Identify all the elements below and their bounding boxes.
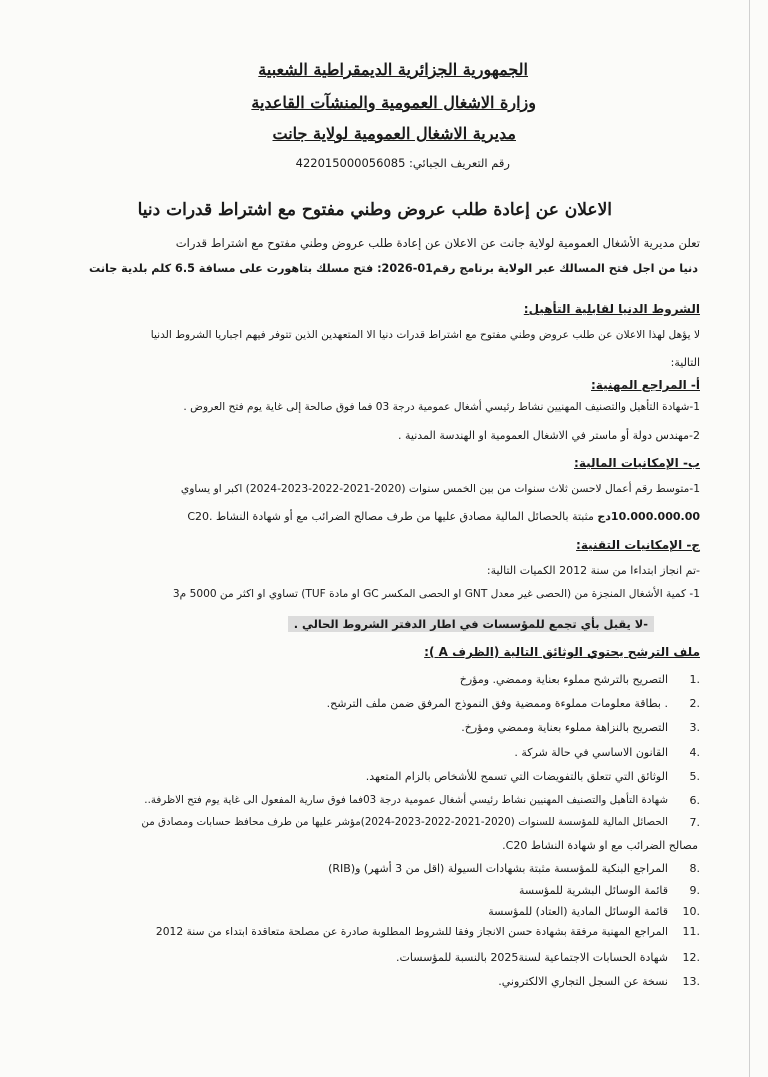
- document-item-number: 4.: [689, 746, 700, 759]
- document-item-text: التصريح بالترشح مملوء بعناية وممضي. ومؤرخ: [459, 673, 668, 686]
- document-item-text: الوثائق التي تتعلق بالتفويضات التي تسمح للأشخاص بالزام المتعهد.: [365, 770, 668, 783]
- document-item-number: 3.: [689, 721, 700, 734]
- financial-amount: 10.000.000.00دج: [597, 510, 700, 523]
- page-edge: [749, 0, 768, 1077]
- document-item: [498, 975, 668, 988]
- document-item-text: مصالح الضرائب مع او شهادة النشاط C20.: [502, 839, 698, 852]
- document-item-number: 11.: [682, 925, 700, 938]
- document-item: [460, 673, 668, 686]
- technical-line-2: 1- كمية الأشغال المنجزة من (الحصى غير معدل GNT او الحصى المكسر GC او مادة TUF) تساوي او اكثر من 5000 م3: [172, 588, 700, 600]
- document-item: [366, 770, 668, 783]
- document-item-number: 5.: [689, 770, 700, 783]
- document-item-text: قائمة الوسائل البشرية للمؤسسة: [519, 884, 668, 897]
- eligibility-text-2: التالية:: [670, 356, 700, 369]
- document-item-number: 13.: [682, 975, 700, 988]
- technical-heading: ج- الإمكانيات التقنية:: [576, 538, 700, 552]
- document-item-text: . بطاقة معلومات مملوءة وممضية وفق النموذج المرفق ضمن ملف الترشح.: [326, 697, 668, 710]
- document-item: [396, 951, 668, 964]
- document-item: [327, 697, 668, 710]
- tax-id: [296, 156, 510, 170]
- financial-heading: ب- الإمكانيات المالية:: [574, 456, 700, 470]
- document-item-text: نسخة عن السجل التجاري الالكتروني.: [498, 975, 668, 988]
- financial-line-1: 1-متوسط رقم أعمال لاحسن ثلاث سنوات من بين الخمس سنوات (2020-2021-2022-2023-2024) اكبر او يساوي: [180, 482, 700, 495]
- document-item: [461, 721, 668, 734]
- technical-note: [288, 617, 654, 631]
- financial-line-2-rest: مثبتة بالحصائل المالية مصادق عليها من طرف مصالح الضرائب مع أو شهادة النشاط .C20: [187, 510, 598, 523]
- intro-line-2: دنيا من اجل فتح المسالك عبر الولاية برنامج رقم01-2026: فتح مسلك بتاهورت على مسافة 6.5 كلم بلدية جانت: [88, 262, 698, 275]
- document-item: [519, 884, 668, 897]
- announcement-title: الاعلان عن إعادة طلب عروض وطني مفتوح مع اشتراط قدرات دنيا: [137, 200, 612, 220]
- professional-item-2: 2-مهندس دولة أو ماستر في الاشغال العمومية او الهندسة المدنية .: [398, 429, 700, 442]
- document-item: [488, 905, 668, 918]
- document-item-text: القانون الاساسي في حالة شركة .: [514, 746, 668, 759]
- tax-id-value: 422015000056085: [295, 156, 406, 170]
- document-item-text: المراجع المهنية مرفقة بشهادة حسن الانجاز وفقا للشروط المطلوبة صادرة عن مصلحة متعاقدة ابتداء من سنة 2012: [155, 925, 668, 938]
- document-item: [144, 794, 668, 806]
- document-item-text: شهادة التأهيل والتصنيف المهنيين نشاط رئيسي أشغال عمومية درجة 03فما فوق سارية المفعول الى غاية يوم فتح الاظرفة..: [144, 794, 668, 806]
- document-item-number: 10.: [682, 905, 700, 918]
- professional-heading: أ- المراجع المهنية:: [591, 378, 700, 392]
- document-item-number: 8.: [689, 862, 700, 875]
- eligibility-text-1: لا يؤهل لهذا الاعلان عن طلب عروض وطني مفتوح مع اشتراط قدرات دنيا الا المتعهدين الذين تتوفر فيهم اجباريا الشروط الدنيا: [150, 329, 700, 341]
- header-ministry: وزارة الاشغال العمومية والمنشآت القاعدية: [251, 93, 536, 112]
- eligibility-heading: الشروط الدنيا لقابلية التأهيل:: [523, 302, 700, 316]
- document-item: [502, 839, 698, 852]
- document-item-number: 9.: [689, 884, 700, 897]
- document-item-number: 7.: [689, 816, 700, 829]
- document-item-text: التصريح بالنزاهة مملوء بعناية وممضي ومؤرخ.: [461, 721, 668, 734]
- document-item-number: 6.: [689, 794, 700, 807]
- grouping-note-highlight: -لا يقبل بأي تجمع للمؤسسات في اطار الدفتر الشروط الحالي .: [288, 616, 654, 632]
- document-item-number: 12.: [682, 951, 700, 964]
- document-item: [141, 816, 668, 828]
- document-item-text: شهادة الحسابات الاجتماعية لسنة2025 بالنسبة للمؤسسات.: [396, 951, 668, 964]
- document-item-number: 2.: [689, 697, 700, 710]
- document-item: [156, 925, 668, 938]
- documents-heading: ملف الترشح يحتوي الوثائق التالية (الظرف A ):: [424, 645, 700, 659]
- document-item-text: قائمة الوسائل المادية (العتاد) للمؤسسة: [488, 905, 668, 918]
- header-directorate: مديرية الاشغال العمومية لولاية جانت: [272, 124, 516, 143]
- professional-item-1: 1-شهادة التأهيل والتصنيف المهنيين نشاط رئيسي أشغال عمومية درجة 03 فما فوق صالحة إلى غاية يوم فتح العروض .: [183, 401, 700, 413]
- technical-line-1: -تم انجاز ابتداءا من سنة 2012 الكميات التالية:: [486, 564, 700, 577]
- document-item-text: الحصائل المالية للمؤسسة للسنوات (2020-2021-2022-2023-2024)مؤشر عليها من طرف محافظ حسابات ومصادق من: [141, 816, 668, 828]
- document-item-text: المراجع البنكية للمؤسسة مثبتة بشهادات السيولة (اقل من 3 أشهر) و(RIB): [328, 862, 668, 875]
- document-item-number: 1.: [689, 673, 700, 686]
- header-republic: الجمهورية الجزائرية الديمقراطية الشعبية: [258, 60, 528, 79]
- document-item: [514, 746, 668, 759]
- tax-id-label: رقم التعريف الجبائي:: [409, 156, 510, 170]
- intro-line-1: تعلن مديرية الأشغال العمومية لولاية جانت عن الاعلان عن إعادة طلب عروض وطني مفتوح مع اشتراط قدرات: [175, 236, 700, 250]
- financial-line-2: [187, 510, 700, 523]
- document-item: [328, 862, 668, 875]
